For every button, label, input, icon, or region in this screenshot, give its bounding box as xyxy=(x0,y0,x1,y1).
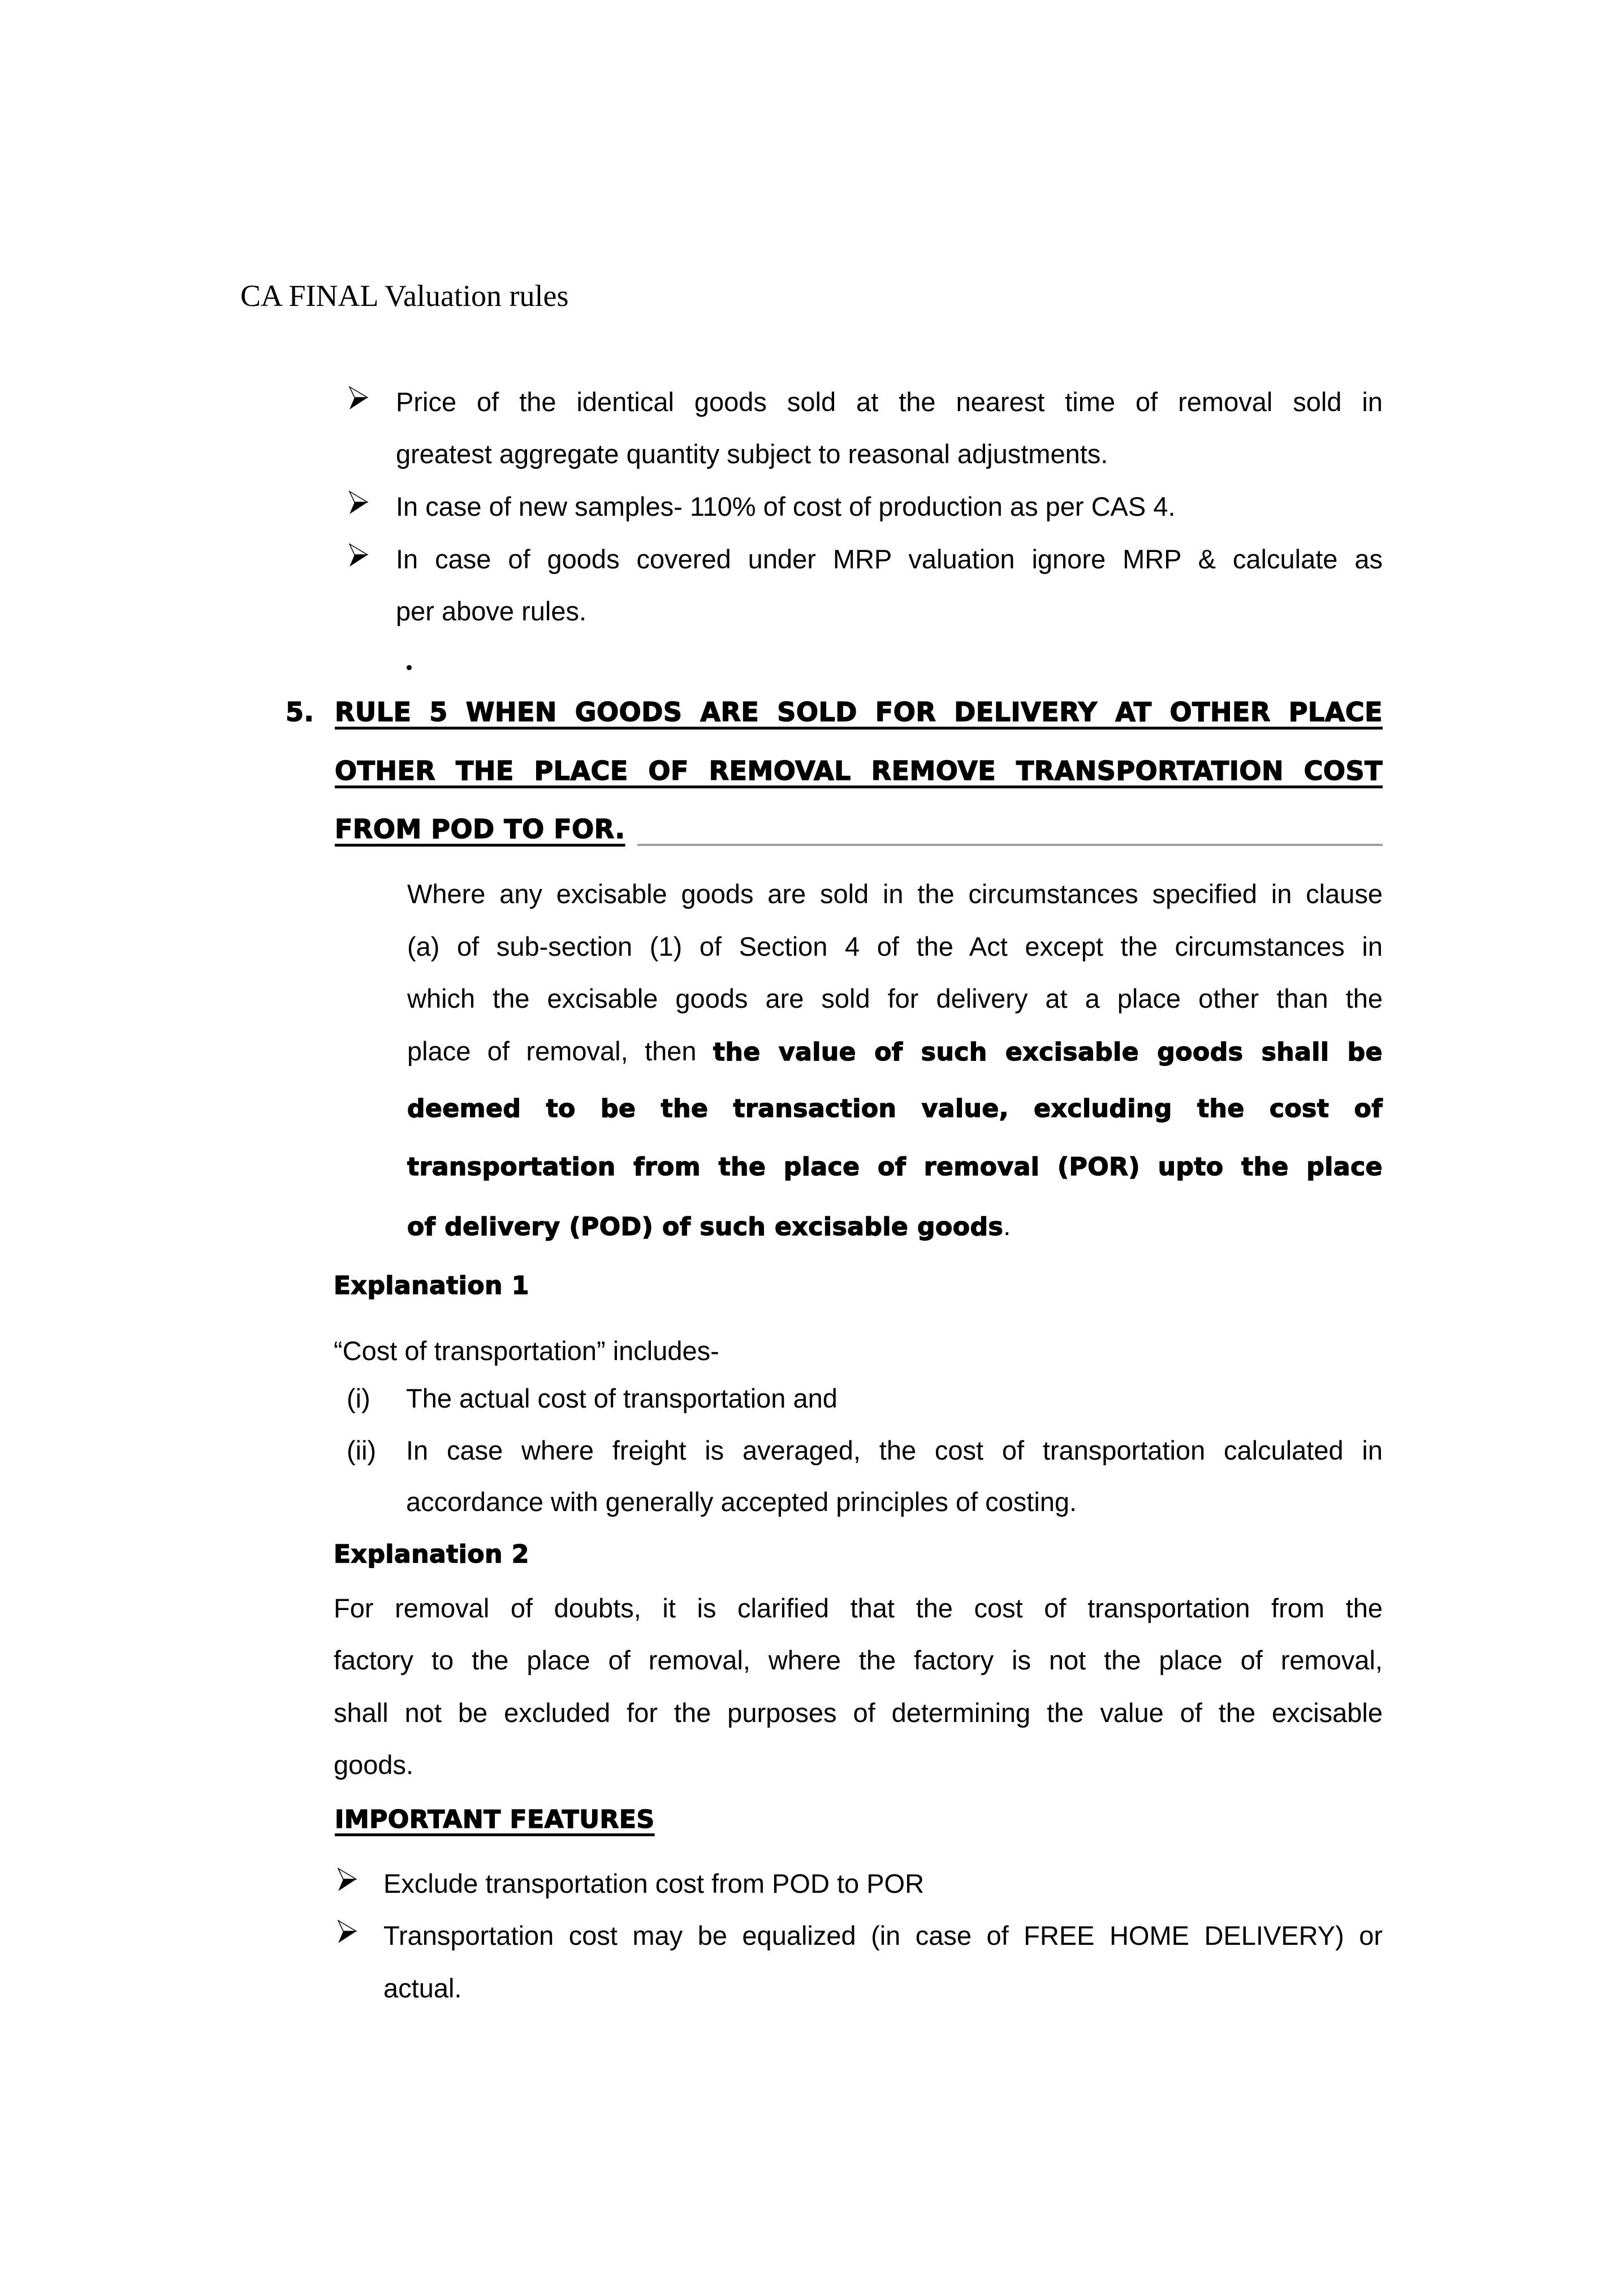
rule-text-plain: place of removal, then xyxy=(407,1036,713,1066)
section-heading-line-3: FROM POD TO FOR. xyxy=(335,814,625,844)
explanation-2-line-3: shall not be excluded for the purposes of determining the value of the excisable xyxy=(334,1698,1383,1728)
important-features-title: IMPORTANT FEATURES xyxy=(335,1805,655,1834)
explanation-1-numeral-ii: (ii) xyxy=(347,1435,377,1465)
page-header-title: CA FINAL Valuation rules xyxy=(240,279,569,313)
rule-text-line-2: (a) of sub-section (1) of Section 4 of the Act except the circumstances in xyxy=(407,931,1383,961)
feature-bullet-2-line-2: actual. xyxy=(383,1973,462,2003)
rule-text-line-3: which the excisable goods are sold for delivery at a place other than the xyxy=(407,983,1383,1013)
arrowhead-bullet-icon xyxy=(349,491,368,515)
rule-text-line-7: of delivery (POD) of such excisable goods. xyxy=(407,1211,1011,1241)
explanation-1-item-i: The actual cost of transportation and xyxy=(406,1383,838,1413)
top-bullet-3-line-1: In case of goods covered under MRP valuation ignore MRP & calculate as xyxy=(396,544,1383,574)
rule-text-line-6: transportation from the place of removal (POR) upto the place xyxy=(407,1153,1383,1181)
section-number: 5. xyxy=(286,697,314,727)
feature-bullet-2-line-1: Transportation cost may be equalized (in case of FREE HOME DELIVERY) or xyxy=(383,1920,1383,1950)
explanation-1-item-ii-line-2: accordance with generally accepted principles of costing. xyxy=(406,1487,1077,1517)
explanation-1-item-ii-line-1: In case where freight is averaged, the cost of transportation calculated in xyxy=(406,1435,1383,1465)
top-bullet-2-line-1: In case of new samples- 110% of cost of production as per CAS 4. xyxy=(396,491,1176,521)
section-heading-line-1: RULE 5 WHEN GOODS ARE SOLD FOR DELIVERY AT OTHER PLACE xyxy=(335,697,1383,727)
heading-gray-rule xyxy=(637,844,1383,846)
arrowhead-bullet-icon xyxy=(349,543,368,567)
arrowhead-bullet-icon xyxy=(338,1920,357,1944)
top-bullet-3-line-2: per above rules. xyxy=(396,596,587,626)
explanation-1-intro: “Cost of transportation” includes- xyxy=(334,1336,719,1366)
arrowhead-bullet-icon xyxy=(349,386,368,410)
arrowhead-bullet-icon xyxy=(338,1868,357,1892)
rule-text-line-4 xyxy=(407,1035,1383,1067)
section-heading-line-2: OTHER THE PLACE OF REMOVAL REMOVE TRANSPORTATION COST xyxy=(335,756,1383,786)
explanation-2-title: Explanation 2 xyxy=(334,1540,529,1569)
top-bullet-1-line-2: greatest aggregate quantity subject to reasonal adjustments. xyxy=(396,439,1108,469)
explanation-1-title: Explanation 1 xyxy=(334,1271,529,1300)
rule-text-line-1: Where any excisable goods are sold in the circumstances specified in clause xyxy=(407,879,1383,909)
explanation-2-line-1: For removal of doubts, it is clarified that the cost of transportation from the xyxy=(334,1593,1383,1623)
explanation-2-line-2: factory to the place of removal, where the factory is not the place of removal, xyxy=(334,1645,1383,1675)
rule-text-bold: the value of such excisable goods shall be xyxy=(713,1038,1383,1067)
explanation-1-numeral-i: (i) xyxy=(347,1383,370,1413)
rule-text-line-5: deemed to be the transaction value, excluding the cost of xyxy=(407,1094,1383,1123)
stray-dot xyxy=(407,665,412,670)
top-bullet-1-line-1: Price of the identical goods sold at the nearest time of removal sold in xyxy=(396,387,1383,417)
feature-bullet-1: Exclude transportation cost from POD to POR xyxy=(383,1868,925,1898)
explanation-2-line-4: goods. xyxy=(334,1750,414,1780)
